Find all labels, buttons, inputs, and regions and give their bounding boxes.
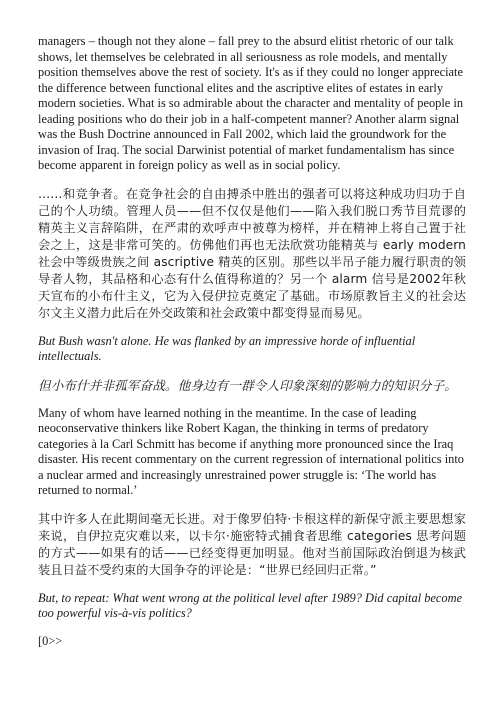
page-marker: [0>> [38, 633, 63, 648]
paragraph-en-1: managers – though not they alone – fall prey to the absurd elitist rhetoric of our talk shows, let themselves be celebrated in all seriousness as role models, and mentally position themselves above the rest of society. It's as if they could no longer appreciate the difference between functional elites and the ascriptive elites of estates in early modern societies. What is so admirable about the character and mentality of people in leading positions who do their job in a half-competent manner? Another alarm signal was the Bush Doctrine announced in Fall 2002, which laid the groundwork for the invasion of Iraq. The social Darwinist potential of market fundamentalism has since become apparent in foreign policy as well as in social policy. [38, 34, 464, 172]
document-page [38, 34, 466, 649]
paragraph-en-3: Many of whom have learned nothing in the meantime. In the case of leading neoconservative thinkers like Robert Kagan, the thinking in terms of predatory categories à la Carl Schmitt has become if anything more pronounced since the Iraq disaster. His recent commentary on the current regression of international politics into a nuclear armed and increasingly unrestrained power struggle is: ‘The world has returned to normal.’ [38, 405, 464, 497]
paragraph-en-2-italic: But Bush wasn't alone. He was flanked by an impressive horde of influential intellectuals. [38, 333, 416, 363]
paragraph-zh-1: ……和竞争者。在竞争社会的自由搏杀中胜出的强者可以将这种成功归功于自己的个人功绩。管理人员——但不仅仅是他们——陷入我们脱口秀节目荒谬的精英主义言辞陷阱，在严肃的欢呼声中被尊为榜样，并在精神上将自己置于社会之上，这是非常可笑的。仿佛他们再也无法欣赏功能精英与 early modern 社会中等级贵族之间 ascriptive 精英的区别。那些以半吊子能力履行职责的领导者人物，其品格和心态有什么值得称道的？另一个 alarm 信号是2002年秋天宣布的小布什主义，它为入侵伊拉克奠定了基础。市场原教旨主义的社会达尔文主义潜力此后在外交政策和社会政策中都变得显而易见。 [38, 186, 466, 320]
paragraph-en-4-italic: But, to repeat: What went wrong at the political level after 1989? Did capital become too powerful vis-à-vis politics? [38, 590, 463, 620]
paragraph-zh-3: 其中许多人在此期间毫无长进。对于像罗伯特·卡根这样的新保守派主要思想家来说，自伊拉克灾难以来，以卡尔·施密特式捕食者思维 categories 思考问题的方式——如果有的话——已经变得更加明显。他对当前国际政治倒退为核武装且日益不受约束的大国争夺的评论是：“世界已经回归正常。” [38, 511, 466, 577]
paragraph-zh-2-italic: 但小布什并非孤军奋战。他身边有一群令人印象深刻的影响力的知识分子。 [38, 377, 457, 393]
